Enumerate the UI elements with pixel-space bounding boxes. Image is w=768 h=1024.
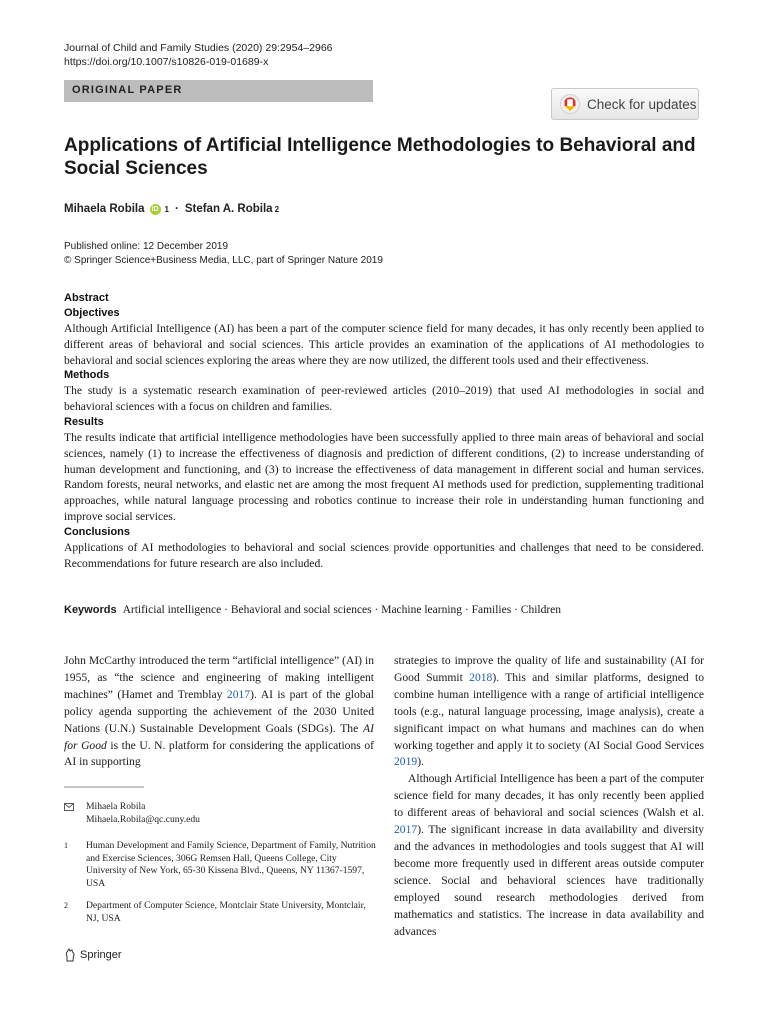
- conclusions-heading: Conclusions: [64, 525, 131, 538]
- body-text: is the U. N. platform for considering the applications of AI in supporting: [64, 738, 374, 769]
- publisher-logo: [64, 948, 122, 962]
- author-name[interactable]: Stefan A. Robila: [184, 203, 273, 215]
- body-paragraph: [394, 653, 704, 771]
- body-emphasis: AI for Good: [64, 721, 374, 752]
- author-list: [64, 203, 279, 215]
- author-separator: ·: [174, 203, 179, 215]
- footnote-text: Human Development and Family Science, Department of Family, Nutrition and Exercise Sciences, 306G Remsen Hall, Queens College, City University of New York, 65-30 Kissena Blvd., Queens, NY 11367-1597, USA: [86, 840, 376, 889]
- body-text: Although Artificial Intelligence has been a part of the computer science field for many decades, it has only recently been applied to different areas of behavioral and social sciences (Walsh et al.: [394, 772, 704, 820]
- body-column-left: [64, 653, 374, 771]
- abstract: [64, 291, 704, 571]
- publisher-name: Springer: [80, 949, 122, 961]
- methods-heading: Methods: [64, 369, 110, 382]
- citation-link[interactable]: 2018: [469, 670, 493, 684]
- keywords-label: Keywords: [64, 604, 117, 616]
- published-date: Published online: 12 December 2019: [64, 241, 228, 252]
- body-text: strategies to improve the quality of life and sustainability (AI for Good Summit: [394, 654, 704, 684]
- copyright: © Springer Science+Business Media, LLC, part of Springer Nature 2019: [64, 254, 383, 266]
- corresponding-email[interactable]: Mihaela.Robila@qc.cuny.edu: [86, 813, 200, 825]
- results-text: The results indicate that artificial intelligence methodologies have been successfully applied to three main areas of behavioral and social sciences, namely (1) to increase the effectiveness of diagnosis and prediction of different conditions, (2) to increase understanding of human development and functioning, and (3) to increase the effectiveness of data management in different social and human services. Random forests, neural networks, and elastic net are among the most frequent AI methods used for prediction, supplementing traditional approaches, while natural language processing and robotics continue to increase their role in understanding human functioning and improve social services.: [64, 430, 704, 523]
- footnote-mark: 1: [64, 841, 68, 850]
- envelope-icon: [64, 803, 74, 811]
- crossmark-icon: [560, 94, 580, 114]
- keywords-text: Artificial intelligence · Behavioral and social sciences · Machine learning · Families · Children: [122, 604, 562, 616]
- corresponding-name: Mihaela Robila: [86, 801, 146, 812]
- check-for-updates-label: Check for updates: [587, 96, 697, 112]
- author-name[interactable]: Mihaela Robila: [64, 203, 145, 215]
- body-column-right: [394, 653, 704, 940]
- body-text: ). AI is part of the global policy agenda supporting the achievement of the 2030 United Nations (U.N.) Sustainable Development Goals (SDGs). The: [64, 687, 374, 735]
- abstract-heading: Abstract: [64, 292, 109, 304]
- body-text: John McCarthy introduced the term “artificial intelligence” (AI) in 1955, as “the science and engineering of making intelligent machines” (Hamet and Tremblay: [64, 654, 374, 701]
- footnote-text: Department of Computer Science, Montclair State University, Montclair, NJ, USA: [86, 900, 366, 924]
- footnote-mark: 2: [64, 901, 68, 910]
- journal-header: [64, 41, 333, 69]
- footnote-rule: [64, 786, 374, 788]
- publication-info: [64, 240, 383, 267]
- corresponding-author: [64, 801, 376, 826]
- citation-link[interactable]: 2017: [394, 823, 418, 837]
- orcid-icon[interactable]: iD: [151, 205, 159, 213]
- results-heading: Results: [64, 415, 104, 428]
- methods-text: The study is a systematic research examination of peer-reviewed articles (2010–2019) that used AI methodologies in social and behavioral sciences with a focus on children and families.: [64, 384, 704, 414]
- body-text: ). This and similar platforms, designed to combine human intelligence with a range of artificial intelligence tools (e.g., natural language processing, image analysis), create a significant impact on what humans and machines can do when working together and apply it to society (AI Social Good Services: [394, 670, 704, 752]
- body-text: ). The significant increase in data availability and diversity and the advances in methodologies and tools suggest that AI will become more frequently used in different areas outside computer science. Social and behavioral sciences have traditionally employed sound research methodologies derived from mathematics and statistics. The increase in data availability and advances: [394, 823, 704, 938]
- springer-horse-icon: [64, 948, 76, 962]
- paper-title: Applications of Artificial Intelligence Methodologies to Behavioral and Social Sciences: [64, 135, 696, 179]
- objectives-text: Although Artificial Intelligence (AI) has been a part of the computer science field for many decades, it has only recently been applied to different areas of behavioral and social sciences. This article provides an examination of the applications of AI methodologies to behavioral and social sciences exploring the areas where they are now utilized, the different tools used and their effectiveness.: [64, 322, 704, 367]
- footnote-affiliation-2: [64, 900, 376, 925]
- citation-link[interactable]: 2019: [394, 755, 418, 769]
- conclusions-text: Applications of AI methodologies to behavioral and social sciences provide opportunities and challenges that need to be considered. Recommendations for future research are also included.: [64, 540, 704, 570]
- objectives-heading: Objectives: [64, 307, 120, 319]
- author-affil-sup: 2: [274, 204, 280, 214]
- doi-link[interactable]: https://doi.org/10.1007/s10826-019-01689-x: [64, 56, 269, 68]
- body-paragraph: [394, 771, 704, 940]
- keywords: [64, 604, 714, 616]
- journal-citation: Journal of Child and Family Studies (2020) 29:2954–2966: [64, 42, 333, 54]
- body-text: ).: [417, 755, 424, 769]
- body-paragraph: [64, 653, 374, 771]
- author-affil-sup: 1: [164, 204, 169, 214]
- citation-link[interactable]: 2017: [226, 687, 251, 701]
- check-for-updates-button[interactable]: [551, 88, 699, 120]
- footnote-affiliation-1: [64, 840, 376, 890]
- paper-type-label: ORIGINAL PAPER: [72, 84, 183, 96]
